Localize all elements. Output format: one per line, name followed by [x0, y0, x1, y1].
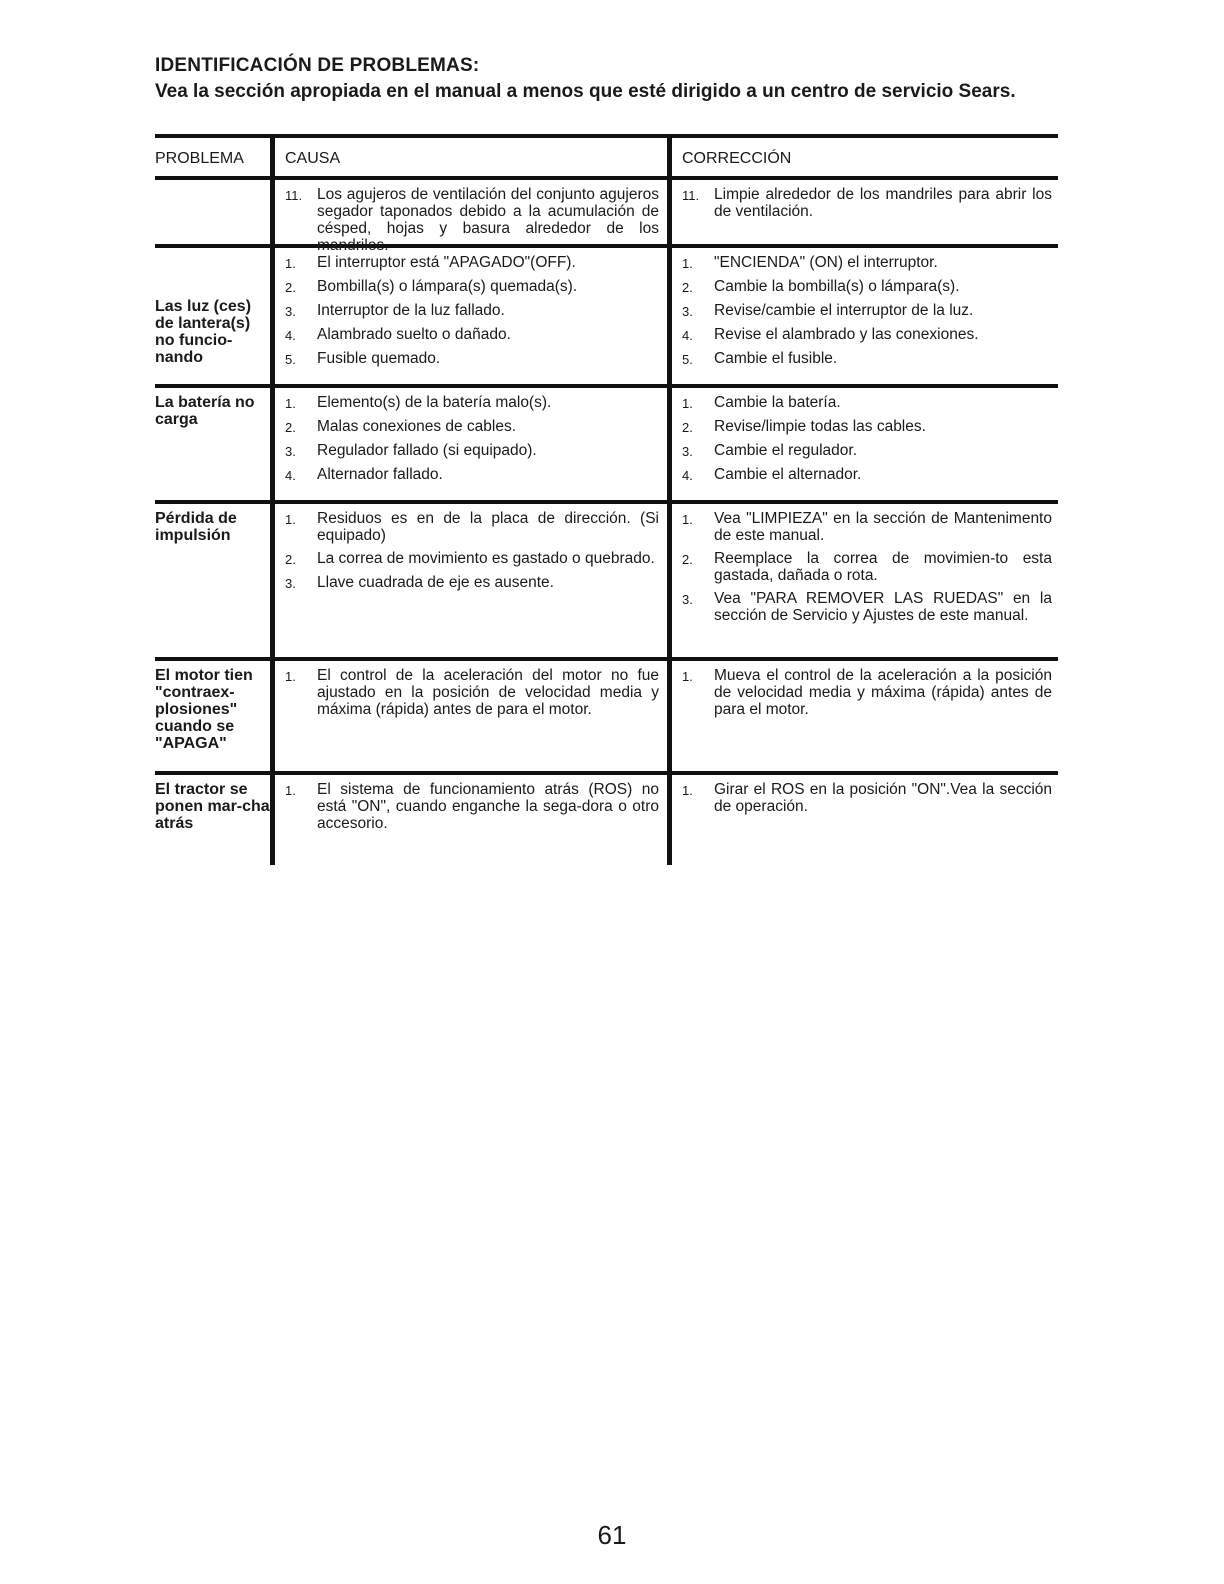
correction-cell: [667, 180, 1058, 244]
item-number: 1.: [682, 396, 693, 411]
correction-cell: [667, 504, 1058, 657]
item-number: 1.: [682, 256, 693, 271]
table-row: [155, 388, 1058, 504]
problem-cell: [155, 180, 270, 244]
item-number: 2.: [285, 420, 296, 435]
list-item: [682, 590, 1052, 624]
cause-cell: [270, 388, 667, 500]
problem-cell: La batería no carga: [155, 394, 255, 428]
list-item: [682, 466, 1052, 484]
list-item: [682, 442, 1052, 460]
item-text: Limpie alrededor de los mandriles para abrir los de ventilación.: [714, 186, 1052, 220]
problem-cell: Pérdida de impulsión: [155, 510, 237, 544]
list-item: [682, 510, 1052, 544]
list-item: [682, 278, 1052, 296]
item-text: Revise el alambrado y las conexiones.: [714, 326, 979, 343]
list-item: [682, 418, 1052, 436]
table-header: [155, 134, 1058, 180]
item-text: Vea "PARA REMOVER LAS RUEDAS" en la sección de Servicio y Ajustes de este manual.: [714, 590, 1052, 624]
list-item: [682, 667, 1052, 718]
correction-cell: [667, 388, 1058, 500]
item-number: 5.: [285, 352, 296, 367]
item-text: La correa de movimiento es gastado o quebrado.: [317, 550, 655, 567]
header-correction: CORRECCIÓN: [667, 138, 1058, 176]
item-text: Llave cuadrada de eje es ausente.: [317, 574, 554, 591]
item-number: 11.: [682, 188, 700, 203]
item-number: 3.: [682, 444, 693, 459]
item-number: 3.: [682, 592, 693, 607]
item-text: Regulador fallado (si equipado).: [317, 442, 537, 459]
item-text: Cambie el regulador.: [714, 442, 858, 459]
list-item: [285, 326, 659, 344]
list-item: [285, 394, 659, 412]
item-text: Malas conexiones de cables.: [317, 418, 517, 435]
list-item: [285, 442, 659, 460]
item-text: Residuos es en de la placa de dirección. (Si equipado): [317, 510, 659, 544]
page-number: 61: [597, 1520, 627, 1550]
table-row: [155, 180, 1058, 254]
item-number: 4.: [682, 328, 693, 343]
list-item: [682, 394, 1052, 412]
item-number: 11.: [285, 188, 303, 203]
cause-cell: [270, 248, 667, 384]
list-item: [285, 186, 659, 254]
item-text: El control de la aceleración del motor no fue ajustado en la posición de velocidad media y máxima (rápida) antes de para el motor.: [317, 667, 659, 718]
item-number: 2.: [285, 280, 296, 295]
list-item: [682, 326, 1052, 344]
item-text: Cambie el alternador.: [714, 466, 862, 483]
cause-cell: [270, 775, 667, 865]
correction-cell: [667, 775, 1058, 865]
list-item: [682, 550, 1052, 584]
troubleshooting-table: [155, 134, 1058, 865]
item-text: Reemplace la correa de movimien-to esta gastada, dañada o rota.: [714, 550, 1052, 584]
list-item: [285, 466, 659, 484]
item-number: 2.: [682, 280, 693, 295]
item-number: 1.: [285, 669, 296, 684]
correction-cell: [667, 248, 1058, 384]
item-text: Alternador fallado.: [317, 466, 443, 483]
item-number: 3.: [285, 304, 296, 319]
problem-cell: El tractor se ponen mar-cha atrás: [155, 781, 270, 832]
item-text: Bombilla(s) o lámpara(s) quemada(s).: [317, 278, 578, 295]
item-number: 4.: [285, 328, 296, 343]
cause-cell: [270, 661, 667, 771]
list-item: [682, 254, 1052, 272]
problem-cell: Las luz (ces) de lantera(s) no funcio-nando: [155, 298, 252, 366]
item-text: Fusible quemado.: [317, 350, 441, 367]
item-text: Cambie la bombilla(s) o lámpara(s).: [714, 278, 960, 295]
item-text: Mueva el control de la aceleración a la posición de velocidad media y máxima (rápida) antes de para el motor.: [714, 667, 1052, 718]
item-number: 1.: [682, 669, 693, 684]
list-item: [285, 254, 659, 272]
item-text: Elemento(s) de la batería malo(s).: [317, 394, 552, 411]
item-text: Alambrado suelto o dañado.: [317, 326, 511, 343]
table-row: [155, 661, 1058, 775]
item-text: Cambie el fusible.: [714, 350, 838, 367]
page-title: IDENTIFICACIÓN DE PROBLEMAS:: [155, 55, 480, 76]
item-text: Interruptor de la luz fallado.: [317, 302, 505, 319]
correction-cell: [667, 661, 1058, 771]
item-number: 1.: [285, 783, 296, 798]
item-number: 1.: [285, 256, 296, 271]
page-subtitle: Vea la sección apropiada en el manual a menos que esté dirigido a un centro de servicio Sears.: [155, 81, 1016, 102]
item-number: 1.: [682, 783, 693, 798]
item-text: Girar el ROS en la posición "ON".Vea la sección de operación.: [714, 781, 1052, 815]
heading: [155, 55, 1055, 103]
problem-cell: El motor tien "contraex-plosiones" cuando se "APAGA": [155, 667, 253, 752]
item-number: 2.: [682, 420, 693, 435]
item-number: 5.: [682, 352, 693, 367]
table-row: [155, 248, 1058, 388]
item-text: El interruptor está "APAGADO"(OFF).: [317, 254, 576, 271]
list-item: [682, 350, 1052, 368]
header-problem: PROBLEMA: [155, 150, 244, 167]
list-item: [682, 781, 1052, 815]
item-number: 4.: [682, 468, 693, 483]
item-number: 1.: [285, 396, 296, 411]
item-number: 4.: [285, 468, 296, 483]
table-row: [155, 504, 1058, 661]
item-number: 2.: [285, 552, 296, 567]
list-item: [285, 418, 659, 436]
list-item: [285, 302, 659, 320]
list-item: [285, 550, 659, 568]
item-number: 1.: [682, 512, 693, 527]
table-row: [155, 775, 1058, 865]
item-text: Revise/limpie todas las cables.: [714, 418, 926, 435]
list-item: [682, 186, 1052, 220]
item-number: 2.: [682, 552, 693, 567]
item-text: Revise/cambie el interruptor de la luz.: [714, 302, 974, 319]
item-text: El sistema de funcionamiento atrás (ROS) no está "ON", cuando enganche la sega-dora o otro accesorio.: [317, 781, 659, 832]
table-body: [155, 180, 1058, 865]
item-text: "ENCIENDA" (ON) el interruptor.: [714, 254, 938, 271]
list-item: [285, 781, 659, 832]
list-item: [682, 302, 1052, 320]
list-item: [285, 278, 659, 296]
header-cause: CAUSA: [270, 138, 667, 176]
item-number: 3.: [285, 444, 296, 459]
item-number: 3.: [682, 304, 693, 319]
item-number: 3.: [285, 576, 296, 591]
cause-cell: [270, 504, 667, 657]
item-text: Cambie la batería.: [714, 394, 841, 411]
list-item: [285, 350, 659, 368]
item-number: 1.: [285, 512, 296, 527]
item-text: Vea "LIMPIEZA" en la sección de Mantenimento de este manual.: [714, 510, 1052, 544]
list-item: [285, 667, 659, 718]
list-item: [285, 510, 659, 544]
list-item: [285, 574, 659, 592]
cause-cell: [270, 180, 667, 254]
item-text: Los agujeros de ventilación del conjunto agujeros segador taponados debido a la acumulación de césped, hojas y basura alrededor de los mandriles.: [317, 186, 659, 254]
